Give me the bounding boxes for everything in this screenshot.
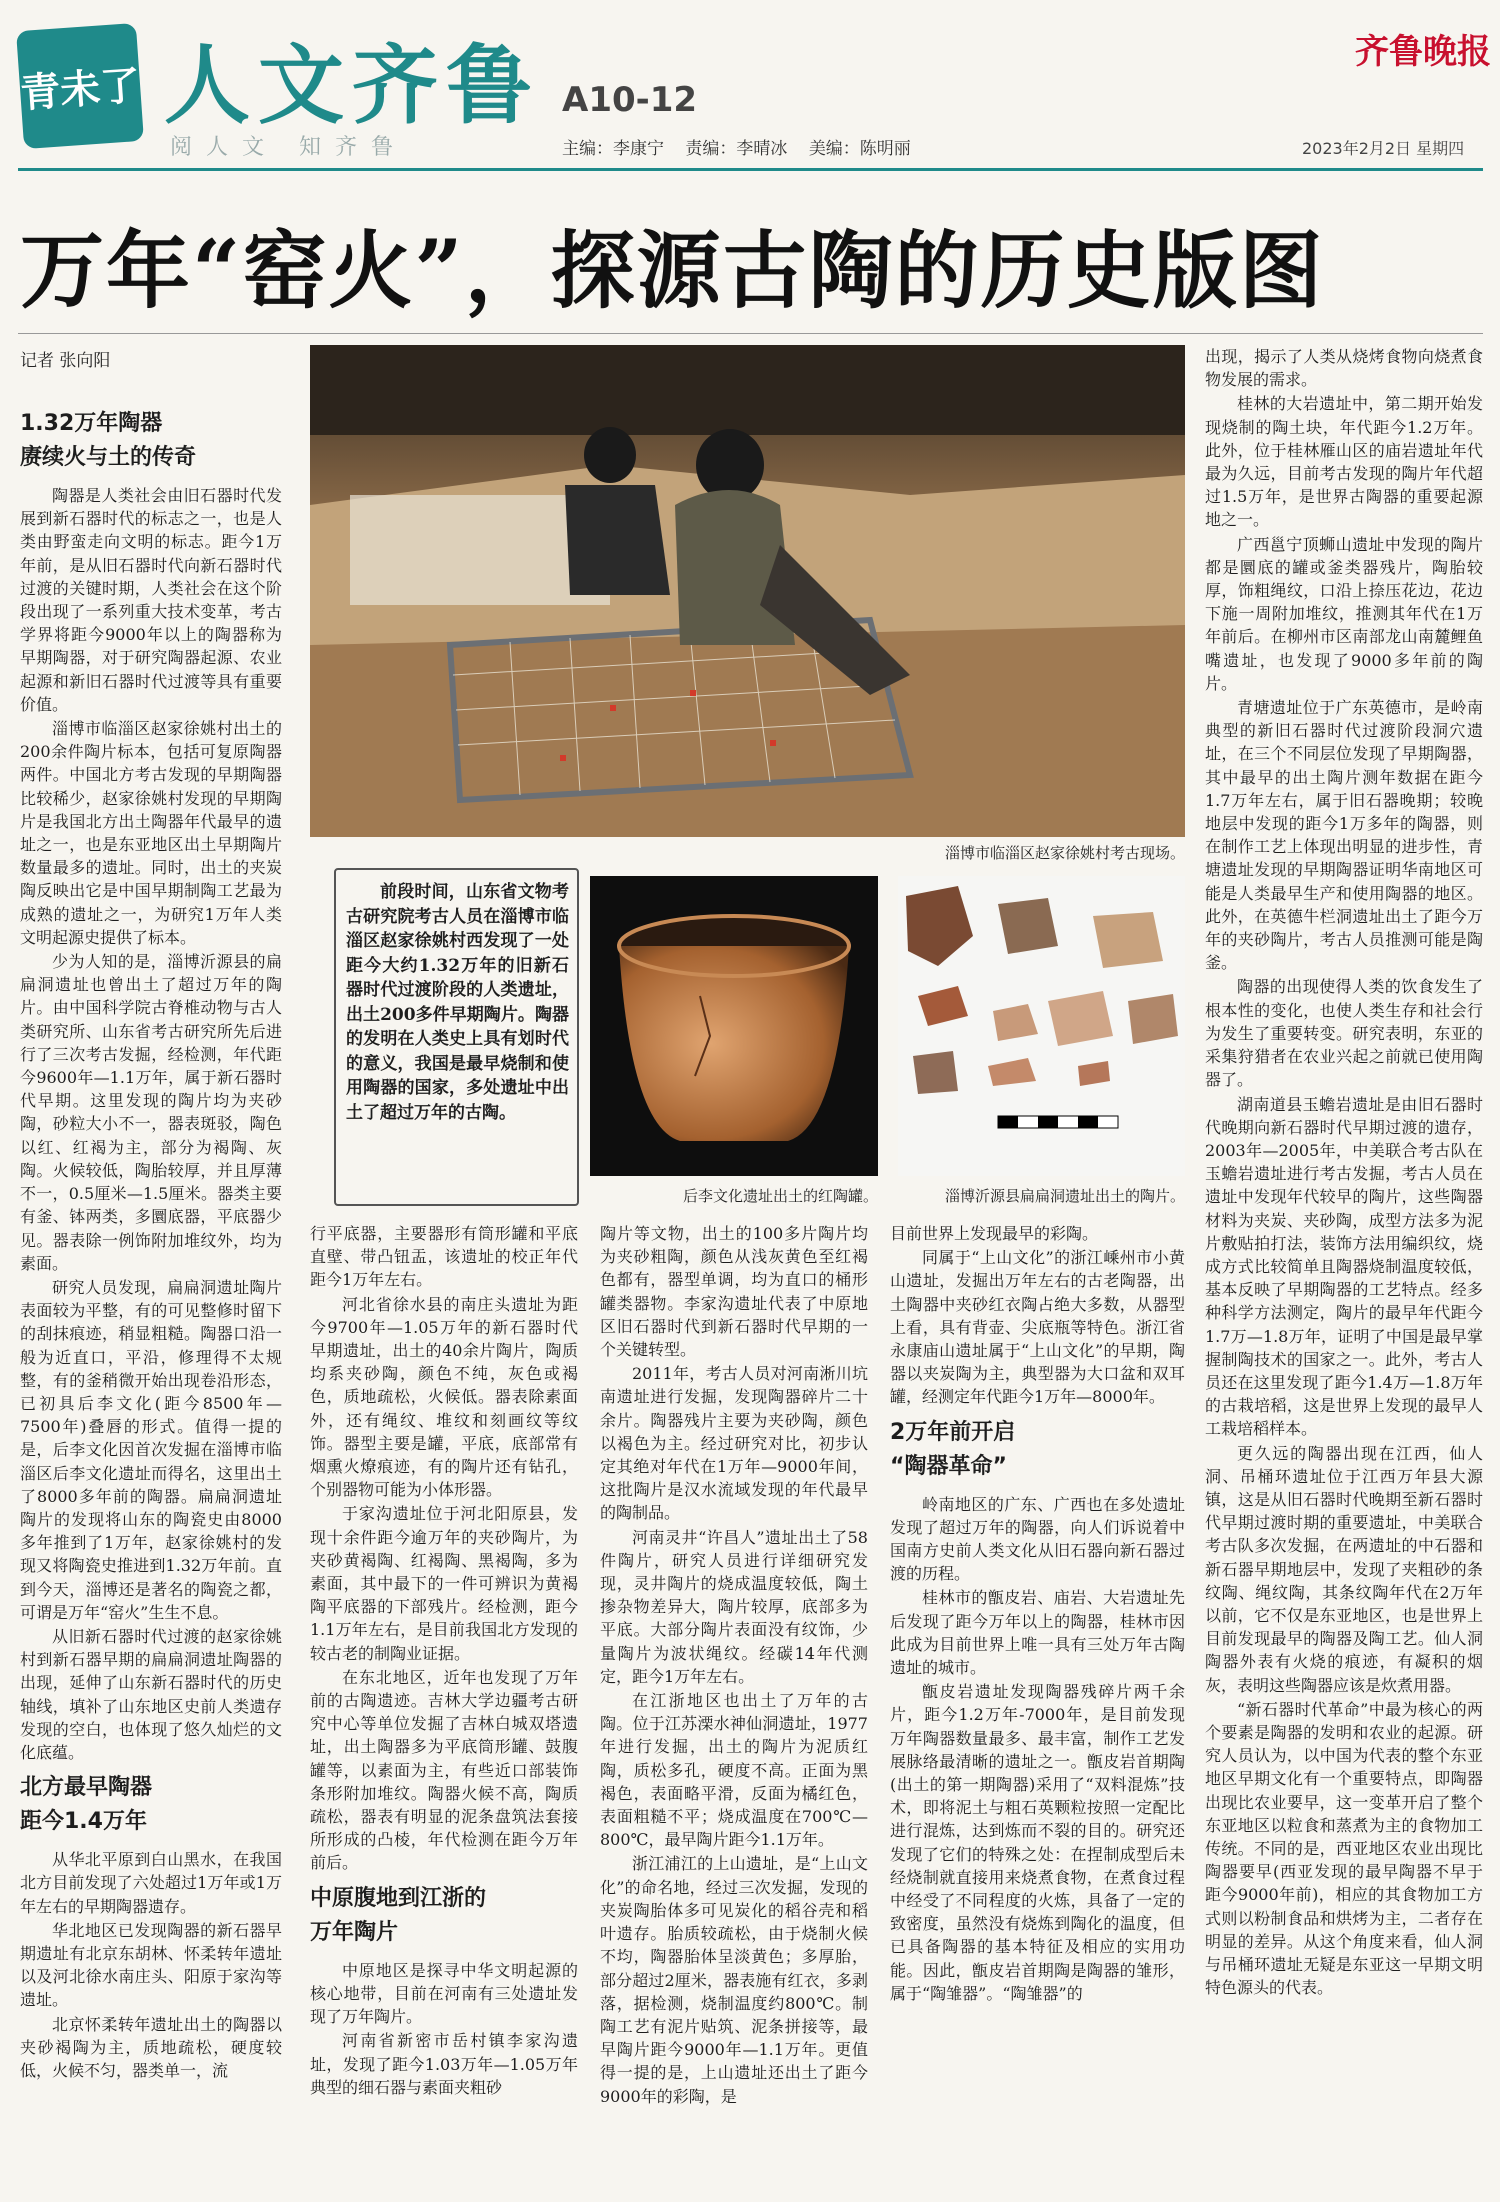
paragraph: 少为人知的是，淄博沂源县的扁扁洞遗址也曾出土了超过万年的陶片。由中国科学院古脊椎动物与古人类研究所、山东省考古研究所先后进行了三次考古发掘，经检测，年代距今9600年—1.1万年，属于新石器时代早期。这里发现的陶片均为夹砂陶，砂粒大小不一，器表斑驳，陶色以红、红褐为主，部分为褐陶、灰陶。火候较低，陶胎较厚，并且厚薄不一，0.5厘米—1.5厘米。器类主要有釜、钵两类，多圜底器，平底器少见。器表除一例饰附加堆纹外，均为素面。 [20,952,282,1273]
subheading-2a: 北方最早陶器 [20,1775,153,1801]
subheading-col4a: 2万年前开启 [890,1419,1016,1445]
paragraph: 陶器是人类社会由旧石器时代发展到新石器时代的标志之一，也是人类由野蛮走向文明的标志。距今1万年前，是从旧石器时代向新石器时代过渡的关键时期，人类社会在这个阶段出现了一系列重大技术变革，考古学界将距今9000年以上的陶器称为早期陶器，对于研究陶器起源、农业起源和新旧石器时代过渡等具有重要价值。 [20,486,282,714]
newspaper-logo: 青未了 [16,23,144,149]
paragraph: “新石器时代革命”中最为核心的两个要素是陶器的发明和农业的起源。研究人员认为，以中国为代表的整个东亚地区早期文化有一个重要特点，即陶器出现比农业要早，这一变革开启了整个东亚地区以粒食和蒸煮为主的食物加工传统。不同的是，西亚地区农业出现比陶器要早(西亚发现的最早陶器不早于距今9000年前)，相应的其食物加工方式则以粉制食品和烘烤为主，二者存在明显的差异。从这个角度来看，仙人洞与吊桶环遗址无疑是东亚这一早期文明特色源头的代表。 [1205,1699,1483,1998]
subheading-2b: 距今1.4万年 [20,1809,147,1835]
paragraph: 行平底器，主要器形有筒形罐和平底直壁、带凸钮盂，该遗址的校正年代距今1万年左右。 [310,1224,578,1290]
paragraph: 同属于“上山文化”的浙江嵊州市小黄山遗址，发掘出万年左右的古老陶器，出土陶器中夹砂红衣陶占绝大多数，从器型上看，具有背壶、尖底瓶等特色。浙江省永康庙山遗址属于“上山文化”的早期，陶器以夹炭陶为主，典型器为大口盆和双耳罐，经测定年代距今1万年—8000年。 [890,1248,1185,1407]
masthead-divider [18,168,1483,171]
paragraph: 出现，揭示了人类从烧烤食物向烧煮食物发展的需求。 [1205,347,1483,390]
article-headline: 万年“窑火”，探源古陶的历史版图 [20,221,1325,320]
paragraph: 目前世界上发现最早的彩陶。 [890,1224,1099,1243]
paragraph: 在江浙地区也出土了万年的古陶。位于江苏溧水神仙洞遗址，1977年进行发掘，出土的陶片为泥质红陶，质松多孔，硬度不高。正面为黑褐色，表面略平滑，反面为橘红色，表面粗糙不平；烧成温度在700℃—800℃，最早陶片距今1.1万年。 [600,1691,868,1850]
byline: 记者 张向阳 [20,351,111,371]
paragraph: 淄博市临淄区赵家徐姚村出土的200余件陶片标本，包括可复原陶器两件。中国北方考古发现的早期陶器比较稀少，赵家徐姚村发现的早期陶片是我国北方出土陶器年代最早的遗址之一，也是东亚地区出土早期陶片数量最多的遗址。同时，出土的夹炭陶反映出它是中国早期制陶工艺最为成熟的遗址之一，为研究1万年人类文明起源史提供了标本。 [20,719,282,947]
section-title: 人文齐鲁 [164,36,540,136]
article-column-3 [600,1222,868,2190]
paragraph: 广西邕宁顶蛳山遗址中发现的陶片都是圜底的罐或釜类器残片，陶胎较厚，饰粗绳纹，口沿上捺压花边，花边下施一周附加堆纹，推测其年代在1万年前后。在柳州市区南部龙山南麓鲤鱼嘴遗址，也发现了9000多年前的陶片。 [1205,534,1483,693]
issue-date: 2023年2月2日 星期四 [1302,139,1465,158]
paragraph: 岭南地区的广东、广西也在多处遗址发现了超过万年的陶器，向人们诉说着中国南方史前人类文化从旧石器向新石器过渡的历程。 [890,1494,1185,1584]
subheading-1b: 赓续火与土的传奇 [20,445,197,470]
paragraph: 河北省徐水县的南庄头遗址为距今9700年—1.05万年的新石器时代早期遗址，出土的40余片陶片，陶质均系夹砂陶，颜色不纯，灰色或褐色，质地疏松，火候低。器表除素面外，还有绳纹、堆纹和刻画纹等纹饰。器型主要是罐，平底，底部常有烟熏火燎痕迹，有的陶片还有钻孔，个别器物可能为小体形器。 [310,1294,578,1500]
editor-credits [562,134,927,159]
section-slogan: 阅人文 知齐鲁 [170,135,407,160]
article-column-2 [310,1222,578,2190]
red-pottery-jar-photo [590,876,878,1176]
subheading-1a: 1.32万年陶器 [20,411,163,436]
paragraph: 湖南道县玉蟾岩遗址是由旧石器时代晚期向新石器时代早期过渡的遗存，2003年—2005年，中美联合考古队在玉蟾岩遗址进行考古发掘，考古人员在遗址中发现年代较早的陶片，这些陶器材料为夹炭、夹砂陶，成型方法多为泥片敷贴拍打法，装饰方法用编织纹，烧成方式比较简单且陶器烧制温度较低，基本反映了早期陶器的工艺特点。经多种科学方法测定，陶片的最早年代距今1.7万—1.8万年，证明了中国是最早掌握制陶技术的国家之一。此外，考古人员还在这里发现了距今1.4万—1.8万年的古栽培稻，这是世界上发现的最早人工栽培稻样本。 [1205,1094,1483,1439]
paragraph: 陶片等文物，出土的100多片陶片均为夹砂粗陶，颜色从浅灰黄色至红褐色都有，器型单调，均为直口的桶形罐类器物。李家沟遗址代表了中原地区旧石器时代到新石器时代早期的一个关键转型。 [600,1224,868,1360]
pottery-shards-photo [898,876,1185,1176]
paragraph: 浙江浦江的上山遗址，是“上山文化”的命名地，经过三次发掘，发现的夹炭陶胎体多可见炭化的稻谷壳和稻叶遗存。胎质较疏松，由于烧制火候不均，陶器胎体呈淡黄色；多厚胎，部分超过2厘米，器表施有红衣，多剥落，据检测，烧制温度约800℃。制陶工艺有泥片贴筑、泥条拼接等，最早陶片距今9000年—1.1万年。更值得一提的是，上山遗址还出土了距今9000年的彩陶，是 [600,1854,868,2106]
paragraph: 青塘遗址位于广东英德市，是岭南典型的新旧石器时代过渡阶段洞穴遗址，在三个不同层位发现了早期陶器，其中最早的出土陶片测年数据在距今1.7万年左右，属于旧石器晚期；较晚地层中发现的距今1万多年的陶器，则在制作工艺上体现出明显的进步性，青塘遗址发现的早期陶器证明华南地区可能是人类最早生产和使用陶器的地区。此外，在英德牛栏洞遗址出土了距今万年的夹砂陶片，考古人员推测可能是陶釜。 [1205,698,1483,973]
chief-editor: 主编：李康宁 [562,139,664,159]
paragraph: 桂林市的甑皮岩、庙岩、大岩遗址先后发现了距今万年以上的陶器，桂林市因此成为目前世界上唯一具有三处万年古陶遗址的城市。 [890,1588,1185,1678]
paragraph: 2011年，考古人员对河南淅川坑南遗址进行发掘，发现陶器碎片二十余片。陶器残片主要为夹砂陶，颜色以褐色为主。经过研究对比，初步认定其绝对年代在1万年—9000年间，这批陶片是汉水流域发现的年代最早的陶制品。 [600,1364,868,1523]
excavation-site-photo [310,345,1185,837]
paragraph: 陶器的出现使得人类的饮食发生了根本性的变化，也使人类生存和社会行为发生了重要转变。研究表明，东亚的采集狩猎者在农业兴起之前就已使用陶器了。 [1205,977,1483,1090]
paragraph: 从华北平原到白山黑水，在我国北方目前发现了六处超过1万年或1万年左右的早期陶器遗存。 [20,1850,282,1916]
paragraph: 更久远的陶器出现在江西，仙人洞、吊桶环遗址位于江西万年县大源镇，这是从旧石器时代晚期至新石器时代早期过渡时期的重要遗址，中美联合考古队多次发掘，在两遗址的中石器和新石器早期地层中，发现了夹粗砂的条纹陶、绳纹陶，其条纹陶年代在2万年以前，它不仅是东亚地区，也是世界上目前发现最早的陶器及陶工艺。仙人洞陶器外表有火烧的痕迹，有凝积的烟灰，表明这些陶器应该是炊煮用器。 [1205,1443,1483,1695]
subheading-col2b: 万年陶片 [310,1919,399,1945]
paragraph: 于家沟遗址位于河北阳原县，发现十余件距今逾万年的夹砂陶片，为夹砂黄褐陶、红褐陶、黑褐陶，多为素面，其中最下的一件可辨识为黄褐陶平底器的下部残片。经检测，距今1.1万年左右，是目前我国北方发现的较古老的制陶业证据。 [310,1504,578,1663]
paragraph: 中原地区是探寻中华文明起源的核心地带，目前在河南有三处遗址发现了万年陶片。 [310,1960,578,2027]
caption-shards: 淄博沂源县扁扁洞遗址出土的陶片。 [944,1187,1185,1205]
paragraph: 从旧新石器时代过渡的赵家徐姚村到新石器早期的扁扁洞遗址陶器的出现，延伸了山东新石器时代的历史轴线，填补了山东地区史前人类遗存发现的空白，也体现了悠久灿烂的文化底蕴。 [20,1626,282,1762]
paragraph: 北京怀柔转年遗址出土的陶器以夹砂褐陶为主，质地疏松，硬度较低，火候不匀，器类单一，流 [20,2014,282,2080]
subheading-col4b: “陶器革命” [890,1453,1007,1479]
paragraph: 河南灵井“许昌人”遗址出土了58件陶片，研究人员进行详细研究发现，灵井陶片的烧成温度较低，陶土掺杂物差异大，陶片较厚，底部多为平底。大部分陶片表面没有纹饰，少量陶片为波状绳纹。经碳14年代测定，距今1万年左右。 [600,1527,868,1686]
article-column-4 [890,1222,1185,2190]
duty-editor: 责编：李晴冰 [685,139,788,159]
caption-site: 淄博市临淄区赵家徐姚村考古现场。 [944,844,1185,862]
headline-divider [18,333,1483,334]
lead-summary-box: 前段时间，山东省文物考古研究院考古人员在淄博市临淄区赵家徐姚村西发现了一处距今大约1.32万年的旧新石器时代过渡阶段的人类遗址，出土200多件早期陶片。陶器的发明在人类史上具有划时代的意义，我国是最早烧制和使用陶器的国家，多处遗址中出土了超过万年的古陶。 [334,868,579,1206]
article-column-5 [1205,345,1483,2190]
subheading-col2a: 中原腹地到江浙的 [310,1885,487,1911]
paragraph: 河南省新密市岳村镇李家沟遗址，发现了距今1.03万年—1.05万年典型的细石器与素面夹粗砂 [310,2031,578,2097]
paragraph: 桂林的大岩遗址中，第二期开始发现烧制的陶土块，年代距今1.2万年。此外，位于桂林雁山区的庙岩遗址年代最为久远，目前考古发现的陶片年代超过1.5万年，是世界古陶器的重要起源地之一。 [1205,394,1483,530]
article-column-1 [20,400,282,2190]
paragraph: 在东北地区，近年也发现了万年前的古陶遗迹。吉林大学边疆考古研究中心等单位发掘了吉林白城双塔遗址，出土陶器多为平底筒形罐、鼓腹罐等，以素面为主，有些近口部装饰条形附加堆纹。陶器火候不高，陶质疏松，器表有明显的泥条盘筑法套接所形成的凸棱，年代检测在距今万年前后。 [310,1667,578,1873]
paragraph: 甑皮岩遗址发现陶器残碎片两千余片，距今1.2万年-7000年，是目前发现万年陶器数量最多、最丰富，制作工艺发展脉络最清晰的遗址之一。甑皮岩首期陶(出土的第一期陶器)采用了“双料混炼”技术，即将泥土与粗石英颗粒按照一定配比进行混炼，达到炼而不裂的目的。研究还发现了它们的特殊之处：在捏制成型后未经烧制就直接用来烧煮食物，在煮食过程中经受了不同程度的火炼，具备了一定的致密度，虽然没有烧炼到陶化的温度，但已具备陶器的基本特征及相应的实用功能。因此，甑皮岩首期陶是陶器的雏形，属于“陶雏器”。“陶雏器”的 [890,1682,1185,2003]
paper-name: 齐鲁晚报 [1355,32,1491,72]
paragraph: 华北地区已发现陶器的新石器早期遗址有北京东胡林、怀柔转年遗址以及河北徐水南庄头、阳原于家沟等遗址。 [20,1920,282,2010]
paragraph: 研究人员发现，扁扁洞遗址陶片表面较为平整，有的可见整修时留下的刮抹痕迹，稍显粗糙。陶器口沿一般为近直口，平沿，修理得不太规整，有的釜稍微开始出现卷沿形态，已初具后李文化(距今8500年—7500年)叠唇的形式。值得一提的是，后李文化因首次发掘在淄博市临淄区后李文化遗址而得名，这里出土了8000多年前的陶器。扁扁洞遗址陶片的发现将山东的陶瓷史由8000多年推到了1万年，赵家徐姚村的发现又将陶瓷史推进到1.32万年前。直到今天，淄博还是著名的陶瓷之都，可谓是万年“窑火”生生不息。 [20,1277,282,1622]
caption-jar: 后李文化遗址出土的红陶罐。 [682,1187,878,1205]
art-editor: 美编：陈明丽 [808,139,911,159]
page-code: A10-12 [562,80,698,120]
